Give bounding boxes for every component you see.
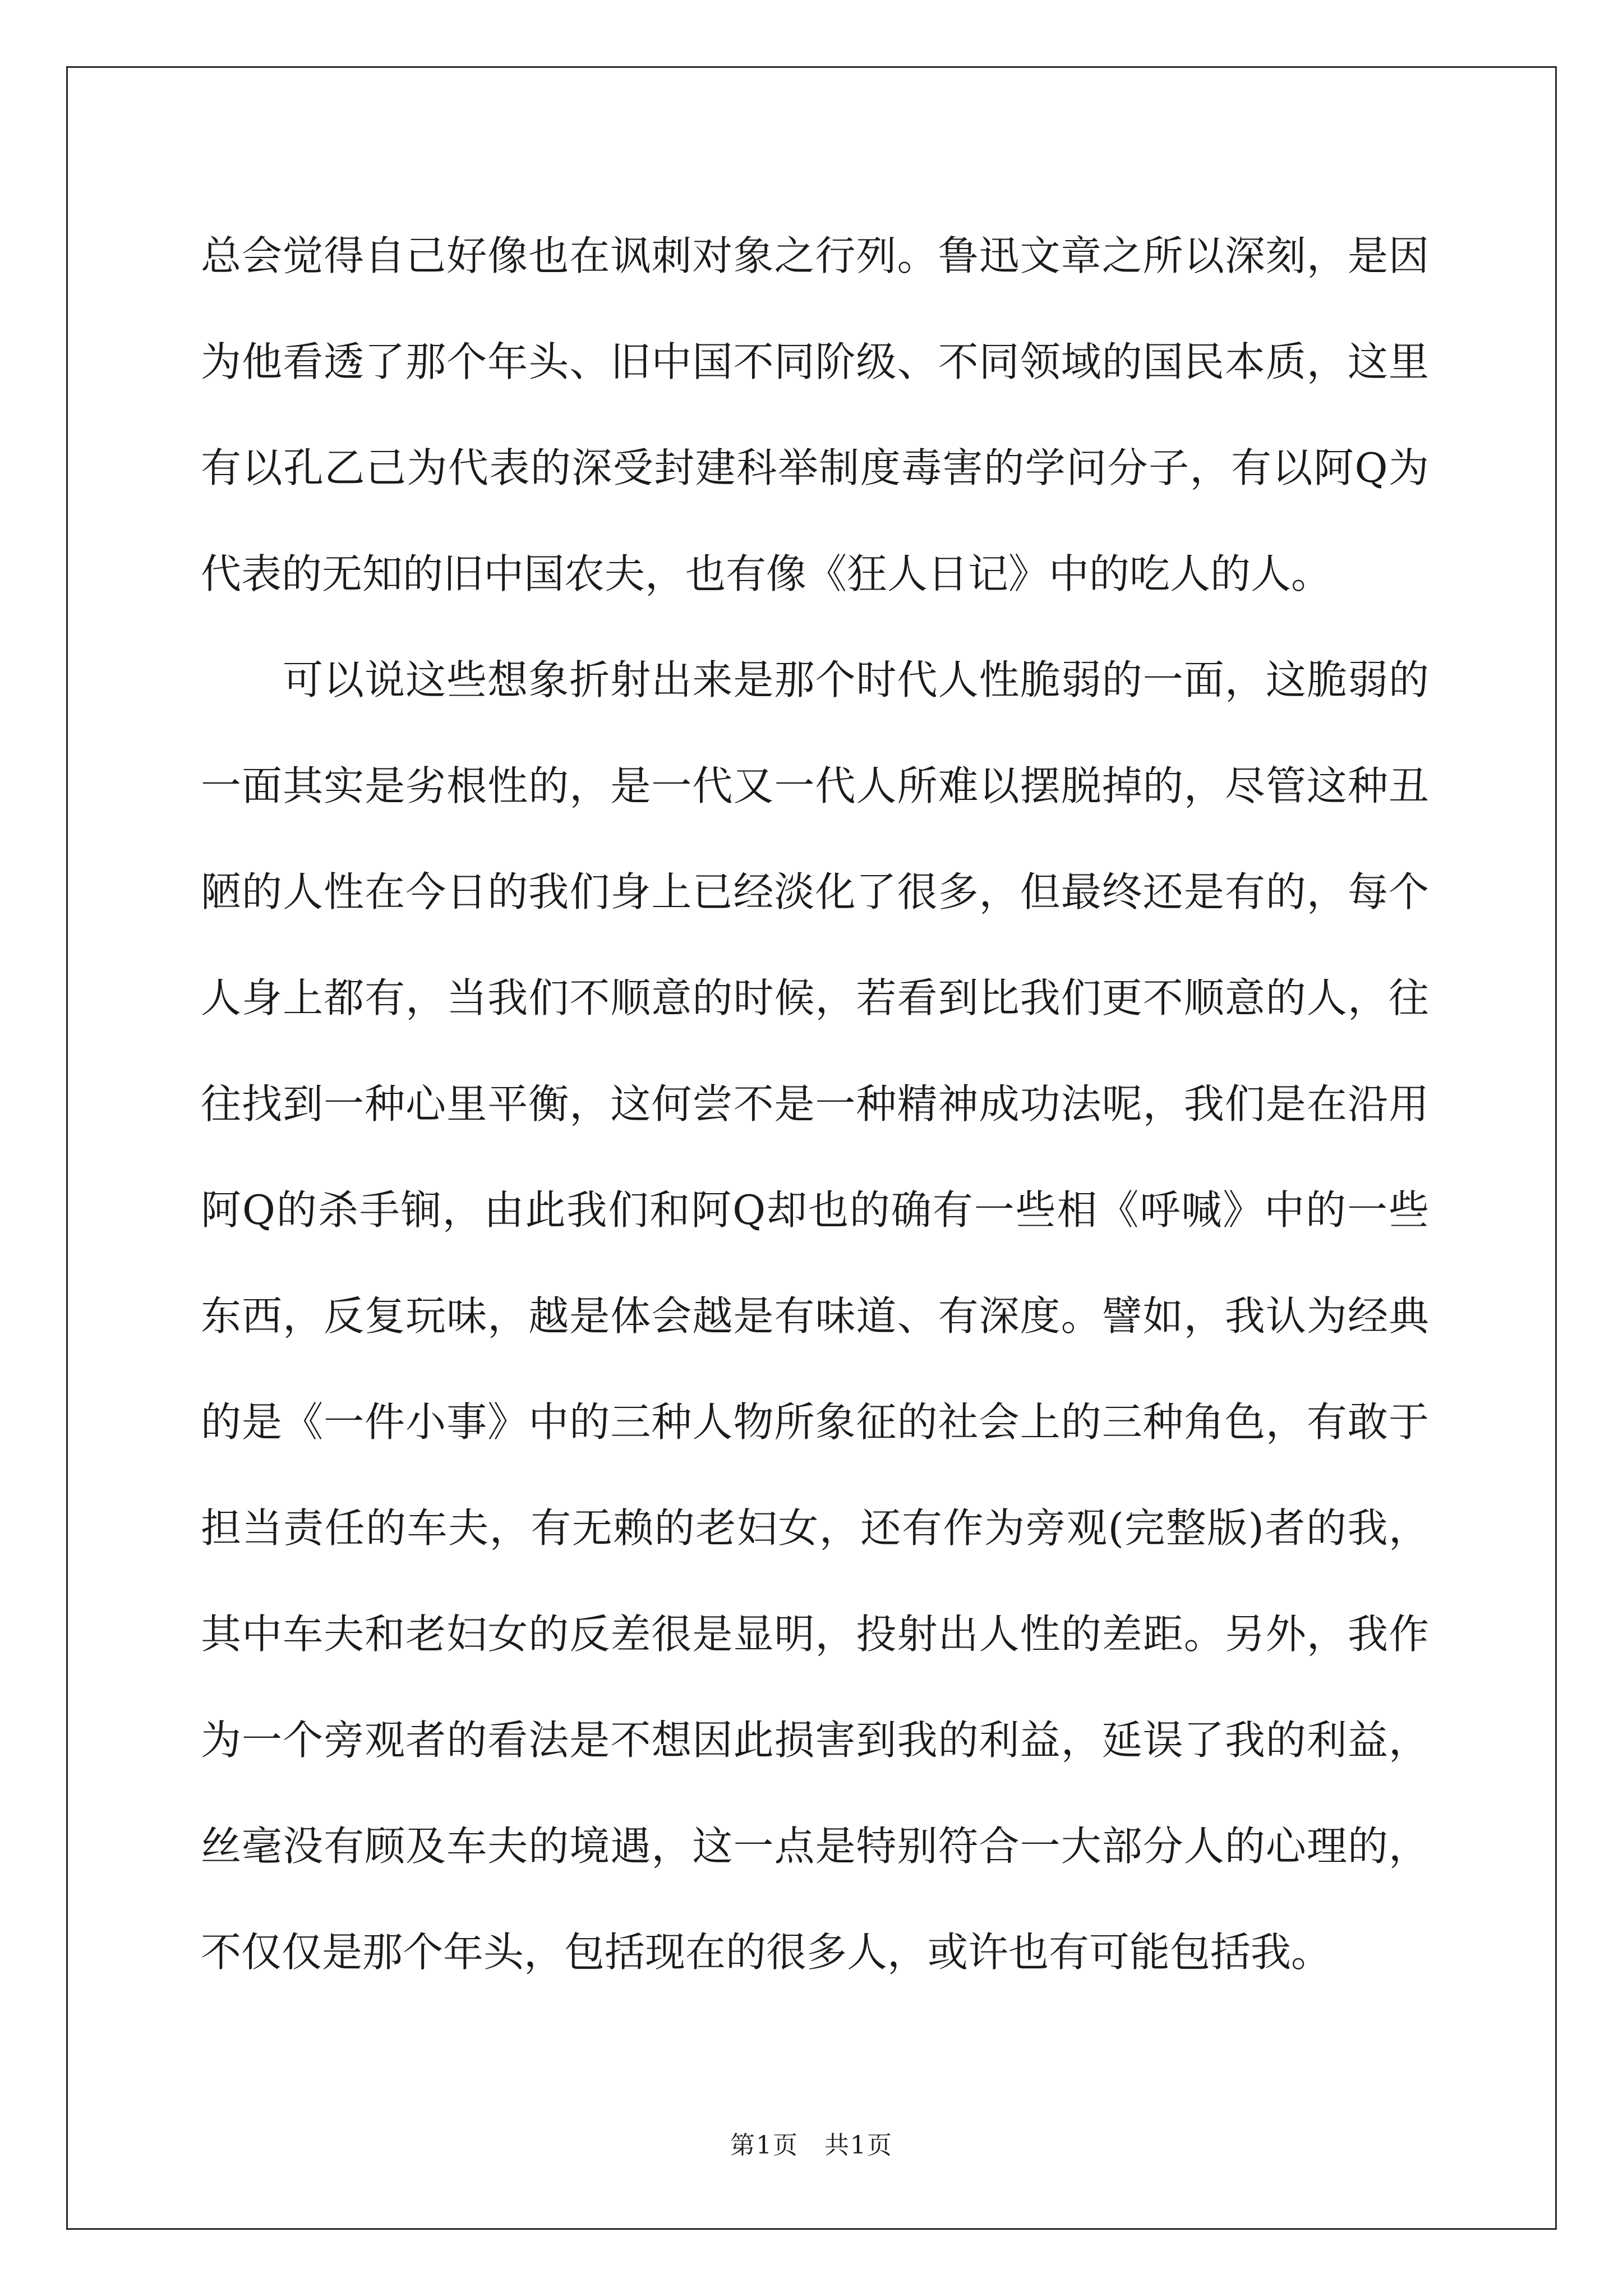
text-line: 为他看透了那个年头、旧中国不同阶级、不同领域的国民本质，这里 xyxy=(201,338,1429,385)
text-line: 担当责任的车夫，有无赖的老妇女，还有作为旁观(完整版)者的我， xyxy=(201,1504,1429,1552)
text-line-indented: 可以说这些想象折射出来是那个时代人性脆弱的一面，这脆弱的 xyxy=(283,656,1429,703)
text-line: 丝毫没有顾及车夫的境遇，这一点是特别符合一大部分人的心理的， xyxy=(201,1823,1429,1870)
text-line: 其中车夫和老妇女的反差很是显明，投射出人性的差距。另外，我作 xyxy=(201,1611,1429,1658)
text-line: 东西，反复玩味，越是体会越是有味道、有深度。譬如，我认为经典 xyxy=(201,1292,1429,1340)
text-line: 往找到一种心里平衡，这何尝不是一种精神成功法呢，我们是在沿用 xyxy=(201,1080,1429,1128)
document-body xyxy=(201,203,1429,2005)
text-line: 有以孔乙己为代表的深受封建科举制度毒害的学问分子，有以阿Q为 xyxy=(201,444,1429,491)
text-line: 一面其实是劣根性的，是一代又一代人所难以摆脱掉的，尽管这种丑 xyxy=(201,762,1429,809)
text-line: 阿Q的杀手锏，由此我们和阿Q却也的确有一些相《呼喊》中的一些 xyxy=(201,1186,1429,1234)
text-line: 人身上都有，当我们不顺意的时候，若看到比我们更不顺意的人，往 xyxy=(201,974,1429,1022)
text-line: 代表的无知的旧中国农夫，也有像《狂人日记》中的吃人的人。 xyxy=(201,550,1332,597)
text-line: 为一个旁观者的看法是不想因此损害到我的利益，延误了我的利益， xyxy=(201,1717,1429,1764)
text-line: 不仅仅是那个年头，包括现在的很多人，或许也有可能包括我。 xyxy=(201,1929,1332,1976)
text-line: 的是《一件小事》中的三种人物所象征的社会上的三种角色，有敢于 xyxy=(201,1398,1429,1446)
text-line: 陋的人性在今日的我们身上已经淡化了很多，但最终还是有的，每个 xyxy=(201,868,1429,915)
page-number: 第1页 共1页 xyxy=(730,2131,893,2160)
text-line: 总会觉得自己好像也在讽刺对象之行列。鲁迅文章之所以深刻，是因 xyxy=(201,232,1429,279)
